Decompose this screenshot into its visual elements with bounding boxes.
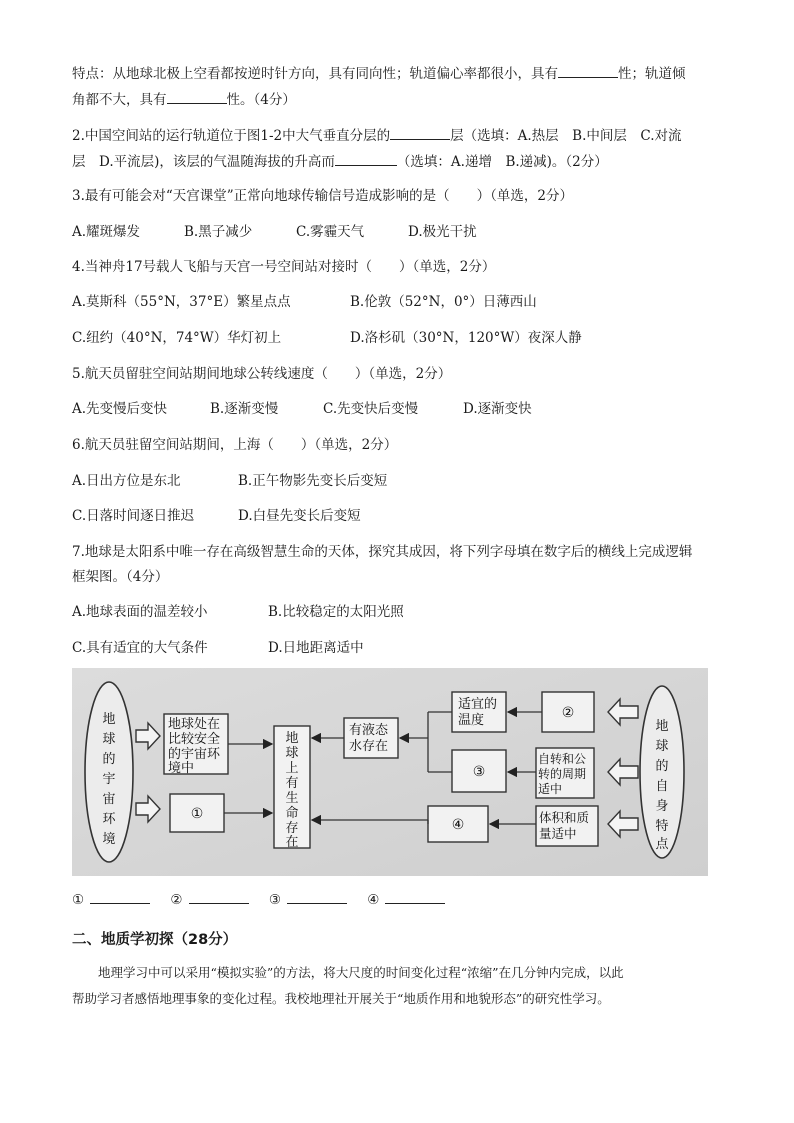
answer-blank-3[interactable] bbox=[287, 890, 347, 904]
svg-text:地: 地 bbox=[655, 719, 669, 734]
option-d[interactable]: D.洛杉矶（30°N，120°W）夜深人静 bbox=[350, 330, 582, 346]
svg-text:的: 的 bbox=[102, 752, 116, 767]
answer-blank[interactable] bbox=[167, 90, 227, 104]
answer-label: ③ bbox=[268, 892, 281, 908]
option-b[interactable]: B.伦敦（52°N，0°）日薄西山 bbox=[350, 294, 537, 310]
box-liquid-water-label-1: 有液态 bbox=[349, 723, 389, 738]
text: 性；轨道倾 bbox=[618, 66, 686, 82]
question-6: 6.航天员驻留空间站期间，上海（ ）（单选，2分） bbox=[72, 437, 398, 453]
svg-text:在: 在 bbox=[285, 835, 299, 850]
question-4: 4.当神舟17号载人飞船与天宫一号空间站对接时（ ）（单选，2分） bbox=[72, 259, 496, 275]
box-volume-label-2: 量适中 bbox=[539, 826, 577, 841]
box-temperature-label-1: 适宜的 bbox=[458, 697, 498, 712]
box-liquid-water-label-2: 水存在 bbox=[349, 739, 389, 754]
answer-label: ② bbox=[170, 892, 183, 908]
svg-text:的: 的 bbox=[655, 759, 669, 774]
svg-text:的宇宙环: 的宇宙环 bbox=[168, 747, 221, 762]
option-c: C.具有适宜的大气条件 bbox=[72, 640, 208, 656]
answer-blank[interactable] bbox=[558, 64, 618, 78]
svg-text:球: 球 bbox=[655, 739, 669, 754]
box-temperature-label-2: 温度 bbox=[458, 713, 485, 728]
question-7: 7.地球是太阳系中唯一存在高级智慧生命的天体，探究其成因，将下列字母填在数字后的横线上完成逻辑 bbox=[72, 544, 693, 560]
text: 层（选填：A.热层 B.中间层 C.对流 bbox=[450, 128, 682, 144]
svg-text:特: 特 bbox=[655, 819, 669, 834]
option-b[interactable]: B.逐渐变慢 bbox=[210, 401, 279, 417]
svg-text:境: 境 bbox=[102, 832, 116, 847]
question-5: 5.航天员留驻空间站期间地球公转线速度（ ）（单选，2分） bbox=[72, 366, 452, 382]
text: 角都不大，具有 bbox=[72, 92, 167, 108]
svg-text:环: 环 bbox=[102, 812, 116, 827]
option-a[interactable]: A.日出方位是东北 bbox=[72, 473, 181, 489]
svg-text:有: 有 bbox=[285, 776, 299, 791]
box-rotation-label-3: 适中 bbox=[538, 782, 563, 796]
option-d[interactable]: D.白昼先变长后变短 bbox=[238, 508, 361, 524]
paragraph: 地理学习中可以采用“模拟实验”的方法，将大尺度的时间变化过程“浓缩”在几分钟内完成，以此 bbox=[98, 965, 624, 980]
text: （选填：A.递增 B.递减)。（2分） bbox=[396, 154, 608, 170]
option-c[interactable]: C.纽约（40°N，74°W）华灯初上 bbox=[72, 330, 282, 346]
answer-label: ④ bbox=[367, 892, 380, 908]
option-a[interactable]: A.先变慢后变快 bbox=[72, 401, 168, 417]
svg-text:球: 球 bbox=[102, 732, 116, 747]
question-2-cont bbox=[72, 152, 608, 171]
box-3-label: ③ bbox=[472, 764, 486, 780]
svg-text:比较安全: 比较安全 bbox=[168, 732, 221, 747]
box-4-label: ④ bbox=[451, 817, 465, 833]
answer-blank-1[interactable] bbox=[90, 890, 150, 904]
answer-blank[interactable] bbox=[390, 126, 450, 140]
paragraph: 帮助学习者感悟地理事象的变化过程。我校地理社开展关于“地质作用和地貌形态”的研究性学习。 bbox=[72, 991, 610, 1006]
box-rotation-label-1: 自转和公 bbox=[538, 752, 587, 766]
section-heading: 二、地质学初探（28分） bbox=[72, 932, 238, 948]
option-d: D.日地距离适中 bbox=[268, 640, 364, 656]
svg-text:命: 命 bbox=[285, 806, 299, 821]
box-volume-label-1: 体积和质 bbox=[539, 810, 590, 825]
option-c[interactable]: C.日落时间逐日推迟 bbox=[72, 508, 195, 524]
box-life-exists-label bbox=[285, 730, 298, 850]
svg-text:上: 上 bbox=[285, 761, 299, 776]
option-b[interactable]: B.正午物影先变长后变短 bbox=[238, 473, 388, 489]
text-line bbox=[72, 64, 686, 83]
box-2-label: ② bbox=[561, 705, 575, 721]
option-a[interactable]: A.耀斑爆发 bbox=[72, 224, 141, 240]
left-oval-label bbox=[102, 711, 116, 847]
svg-text:自: 自 bbox=[655, 779, 669, 794]
option-a[interactable]: A.莫斯科（55°N，37°E）繁星点点 bbox=[72, 294, 291, 310]
option-d[interactable]: D.逐渐变快 bbox=[463, 401, 532, 417]
text: 特点：从地球北极上空看都按逆时针方向，具有同向性；轨道偏心率都很小，具有 bbox=[72, 66, 558, 82]
logic-framework-diagram bbox=[72, 668, 708, 876]
svg-text:生: 生 bbox=[285, 791, 299, 806]
text-line bbox=[72, 90, 296, 109]
option-a: A.地球表面的温差较小 bbox=[72, 604, 208, 620]
option-b[interactable]: B.黑子减少 bbox=[184, 224, 253, 240]
answer-blank-4[interactable] bbox=[385, 890, 445, 904]
svg-text:球: 球 bbox=[285, 746, 299, 761]
svg-text:地: 地 bbox=[285, 731, 299, 746]
option-c[interactable]: C.雾霾天气 bbox=[296, 224, 365, 240]
svg-text:存: 存 bbox=[285, 821, 299, 836]
svg-text:点: 点 bbox=[655, 837, 669, 852]
answer-row bbox=[72, 890, 445, 908]
svg-text:境中: 境中 bbox=[168, 761, 195, 776]
svg-text:地: 地 bbox=[102, 712, 116, 727]
box-1-label: ① bbox=[190, 806, 204, 822]
box-rotation-label-2: 转的周期 bbox=[538, 767, 587, 781]
answer-blank-2[interactable] bbox=[189, 890, 249, 904]
question-2 bbox=[72, 126, 682, 145]
option-d[interactable]: D.极光干扰 bbox=[408, 224, 477, 240]
svg-text:地球处在: 地球处在 bbox=[168, 717, 221, 732]
question-3: 3.最有可能会对“天宫课堂”正常向地球传输信号造成影响的是（ ）（单选，2分） bbox=[72, 188, 574, 204]
svg-text:宙: 宙 bbox=[102, 792, 116, 807]
option-c[interactable]: C.先变快后变慢 bbox=[323, 401, 419, 417]
text: 2.中国空间站的运行轨道位于图1-2中大气垂直分层的 bbox=[72, 128, 391, 144]
right-oval-label bbox=[655, 718, 669, 852]
answer-label: ① bbox=[72, 892, 85, 908]
option-b: B.比较稳定的太阳光照 bbox=[268, 604, 404, 620]
text: 性。（4分） bbox=[226, 92, 296, 108]
svg-text:身: 身 bbox=[655, 799, 669, 814]
svg-text:宇: 宇 bbox=[102, 772, 116, 787]
answer-blank[interactable] bbox=[335, 152, 397, 166]
question-7-cont: 框架图。（4分） bbox=[72, 569, 169, 585]
text: 层 D.平流层)，该层的气温随海拔的升高而 bbox=[72, 154, 335, 170]
